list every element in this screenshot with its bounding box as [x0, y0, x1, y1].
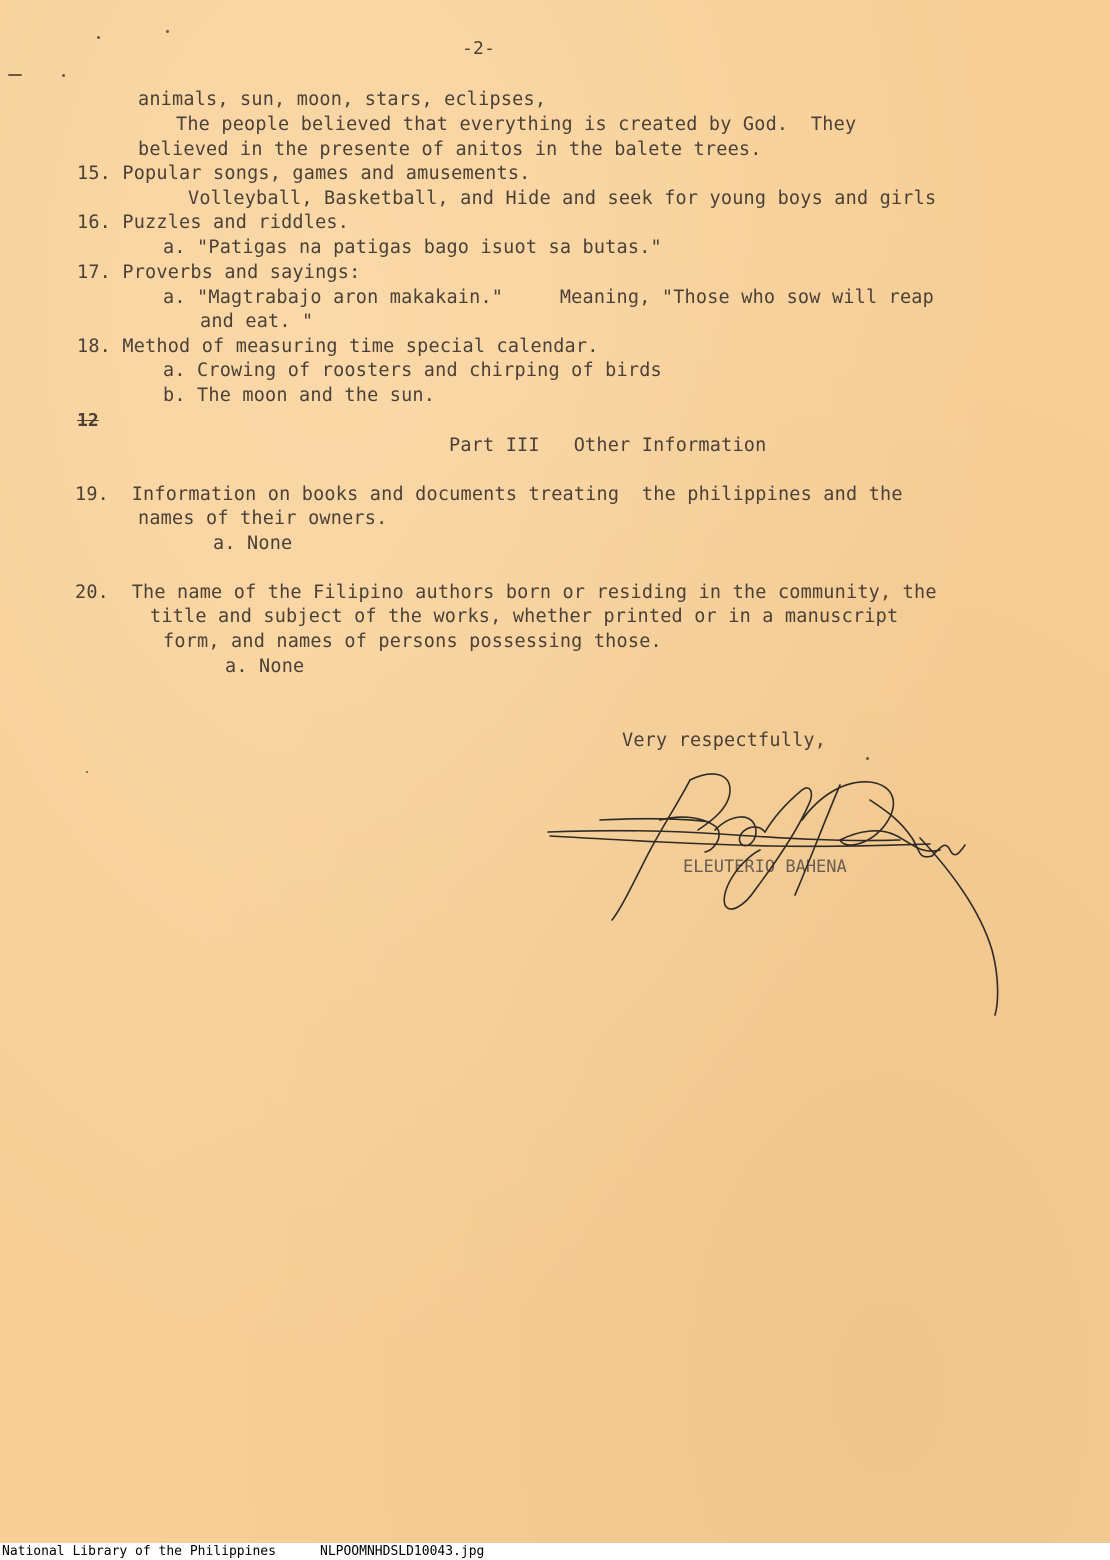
paper-speck [86, 771, 88, 773]
text-line: and eat. " [200, 311, 314, 332]
struck-number: 12 [77, 410, 99, 431]
text-line: b. The moon and the sun. [163, 385, 436, 406]
item-17: 17. Proverbs and sayings: [77, 262, 361, 283]
text-line: form, and names of persons possessing those. [163, 631, 662, 652]
item-19: 19. Information on books and documents treating the philippines and the [75, 484, 903, 505]
text-line: title and subject of the works, whether printed or in a manuscript [150, 606, 899, 627]
text-line: Volleyball, Basketball, and Hide and seek for young boys and girls [188, 188, 937, 209]
text-line: a. None [213, 533, 293, 554]
archive-footer [0, 1543, 1110, 1560]
handwritten-signature [540, 760, 1020, 1030]
text-line: The people believed that everything is created by God. They [176, 114, 857, 135]
text-line: a. None [225, 656, 305, 677]
closing: Very respectfully, [622, 730, 827, 751]
text-line: a. "Patigas na patigas bago isuot sa butas." [163, 237, 662, 258]
item-16: 16. Puzzles and riddles. [77, 212, 350, 233]
signatory-name: ELEUTERIO BAHENA [683, 857, 847, 877]
item-15: 15. Popular songs, games and amusements. [77, 163, 531, 184]
text-line: a. Crowing of roosters and chirping of birds [163, 360, 662, 381]
footer-filename: NLPOOMNHDSLD10043.jpg [320, 1544, 485, 1559]
section-heading: Part III Other Information [449, 435, 767, 456]
paper-mark [8, 74, 22, 76]
text-line: believed in the presente of anitos in the balete trees. [138, 139, 762, 160]
item-18: 18. Method of measuring time special calendar. [77, 336, 599, 357]
paper-speck [97, 36, 100, 39]
paper-speck [166, 30, 169, 33]
item-20: 20. The name of the Filipino authors born or residing in the community, the [75, 582, 937, 603]
text-line: animals, sun, moon, stars, eclipses, [138, 89, 547, 110]
text-line: a. "Magtrabajo aron makakain." Meaning, "Those who sow will reap [163, 287, 934, 308]
text-line: names of their owners. [138, 508, 388, 529]
paper-speck [62, 74, 65, 77]
page-number: -2- [462, 38, 496, 59]
footer-source: National Library of the Philippines [2, 1544, 276, 1559]
